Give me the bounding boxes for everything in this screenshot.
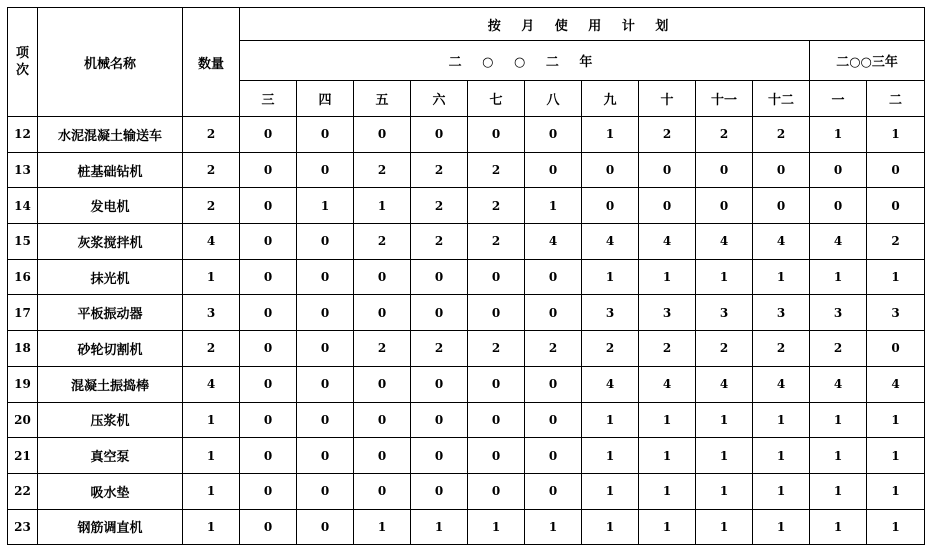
month-value-cell: 1 (696, 473, 753, 509)
month-value-cell: 2 (468, 152, 525, 188)
item-no-cell: 18 (8, 331, 38, 367)
month-value-cell: 0 (867, 188, 925, 224)
machine-name-cell: 桩基础钻机 (38, 152, 183, 188)
month-header-6: 九 (582, 81, 639, 117)
month-value-cell: 1 (525, 188, 582, 224)
month-value-cell: 0 (525, 117, 582, 153)
month-value-cell: 1 (810, 402, 867, 438)
item-no-cell: 17 (8, 295, 38, 331)
month-value-cell: 0 (525, 259, 582, 295)
month-value-cell: 1 (696, 402, 753, 438)
month-header-7: 十 (639, 81, 696, 117)
month-value-cell: 0 (297, 473, 354, 509)
month-value-cell: 4 (639, 366, 696, 402)
header-year-2002: 二 ○ ○ 二 年 (240, 41, 810, 81)
month-value-cell: 0 (240, 295, 297, 331)
month-value-cell: 1 (639, 438, 696, 474)
month-value-cell: 0 (867, 152, 925, 188)
month-value-cell: 1 (696, 438, 753, 474)
month-value-cell: 0 (240, 259, 297, 295)
table-row (8, 224, 925, 260)
month-value-cell: 1 (696, 259, 753, 295)
machine-name-cell: 抹光机 (38, 259, 183, 295)
month-value-cell: 4 (867, 366, 925, 402)
month-value-cell: 2 (525, 331, 582, 367)
month-value-cell: 0 (468, 117, 525, 153)
month-value-cell: 2 (411, 331, 468, 367)
month-value-cell: 0 (411, 438, 468, 474)
quantity-cell: 4 (183, 366, 240, 402)
quantity-cell: 1 (183, 473, 240, 509)
month-header-5: 八 (525, 81, 582, 117)
month-value-cell: 2 (354, 152, 411, 188)
month-value-cell: 0 (753, 152, 810, 188)
item-no-cell: 15 (8, 224, 38, 260)
month-value-cell: 1 (753, 259, 810, 295)
month-value-cell: 0 (240, 366, 297, 402)
table-body (8, 117, 925, 545)
month-value-cell: 0 (297, 331, 354, 367)
month-value-cell: 0 (297, 224, 354, 260)
quantity-cell: 1 (183, 509, 240, 545)
quantity-cell: 2 (183, 331, 240, 367)
month-value-cell: 4 (753, 224, 810, 260)
month-value-cell: 0 (411, 117, 468, 153)
month-value-cell: 1 (867, 438, 925, 474)
month-value-cell: 0 (525, 402, 582, 438)
month-value-cell: 1 (582, 509, 639, 545)
item-no-cell: 21 (8, 438, 38, 474)
month-value-cell: 1 (639, 402, 696, 438)
month-value-cell: 0 (525, 295, 582, 331)
month-value-cell: 1 (582, 438, 639, 474)
machine-name-cell: 钢筋调直机 (38, 509, 183, 545)
month-value-cell: 0 (354, 402, 411, 438)
month-value-cell: 1 (753, 438, 810, 474)
header-year-2003: 二○○三年 (810, 41, 925, 81)
month-value-cell: 0 (240, 473, 297, 509)
month-value-cell: 2 (582, 331, 639, 367)
month-value-cell: 0 (525, 473, 582, 509)
table-row (8, 402, 925, 438)
item-no-cell: 20 (8, 402, 38, 438)
month-value-cell: 1 (753, 402, 810, 438)
month-value-cell: 0 (468, 295, 525, 331)
month-value-cell: 0 (354, 117, 411, 153)
month-value-cell: 0 (639, 152, 696, 188)
table-row (8, 188, 925, 224)
month-header-11: 二 (867, 81, 925, 117)
month-value-cell: 0 (297, 152, 354, 188)
month-value-cell: 1 (582, 402, 639, 438)
machinery-usage-table (7, 7, 925, 545)
month-value-cell: 0 (867, 331, 925, 367)
month-value-cell: 1 (639, 509, 696, 545)
machine-name-cell: 灰浆搅拌机 (38, 224, 183, 260)
item-no-cell: 19 (8, 366, 38, 402)
month-value-cell: 1 (411, 509, 468, 545)
table-row (8, 295, 925, 331)
month-value-cell: 1 (582, 259, 639, 295)
month-value-cell: 0 (297, 259, 354, 295)
month-header-0: 三 (240, 81, 297, 117)
month-value-cell: 1 (867, 117, 925, 153)
month-value-cell: 0 (240, 224, 297, 260)
month-value-cell: 0 (468, 366, 525, 402)
month-value-cell: 2 (354, 224, 411, 260)
machine-name-cell: 水泥混凝土输送车 (38, 117, 183, 153)
machine-name-cell: 压浆机 (38, 402, 183, 438)
month-value-cell: 4 (810, 224, 867, 260)
machine-name-cell: 砂轮切割机 (38, 331, 183, 367)
month-value-cell: 3 (639, 295, 696, 331)
month-value-cell: 3 (867, 295, 925, 331)
month-value-cell: 4 (525, 224, 582, 260)
month-value-cell: 0 (525, 438, 582, 474)
month-value-cell: 3 (753, 295, 810, 331)
month-value-cell: 2 (468, 224, 525, 260)
month-value-cell: 0 (582, 152, 639, 188)
month-value-cell: 1 (354, 509, 411, 545)
table-row (8, 152, 925, 188)
month-value-cell: 0 (354, 259, 411, 295)
month-value-cell: 0 (810, 152, 867, 188)
month-value-cell: 2 (354, 331, 411, 367)
month-header-1: 四 (297, 81, 354, 117)
month-value-cell: 3 (810, 295, 867, 331)
month-value-cell: 0 (240, 117, 297, 153)
month-value-cell: 0 (696, 188, 753, 224)
month-value-cell: 3 (582, 295, 639, 331)
item-no-cell: 13 (8, 152, 38, 188)
month-value-cell: 0 (297, 366, 354, 402)
item-no-cell: 23 (8, 509, 38, 545)
month-value-cell: 0 (297, 295, 354, 331)
month-value-cell: 0 (411, 295, 468, 331)
month-header-3: 六 (411, 81, 468, 117)
quantity-cell: 2 (183, 188, 240, 224)
month-value-cell: 1 (582, 473, 639, 509)
month-value-cell: 0 (240, 402, 297, 438)
month-value-cell: 0 (582, 188, 639, 224)
table-row (8, 509, 925, 545)
month-value-cell: 0 (240, 438, 297, 474)
month-value-cell: 4 (810, 366, 867, 402)
header-machine-name: 机械名称 (38, 8, 183, 117)
month-value-cell: 1 (354, 188, 411, 224)
month-value-cell: 0 (411, 366, 468, 402)
month-value-cell: 2 (411, 188, 468, 224)
month-value-cell: 0 (411, 402, 468, 438)
month-value-cell: 4 (582, 224, 639, 260)
month-value-cell: 1 (753, 509, 810, 545)
month-header-10: 一 (810, 81, 867, 117)
month-value-cell: 1 (867, 259, 925, 295)
month-value-cell: 2 (468, 331, 525, 367)
table-row (8, 473, 925, 509)
month-value-cell: 0 (753, 188, 810, 224)
month-value-cell: 0 (525, 366, 582, 402)
machine-name-cell: 真空泵 (38, 438, 183, 474)
month-value-cell: 4 (753, 366, 810, 402)
quantity-cell: 2 (183, 152, 240, 188)
table-row (8, 117, 925, 153)
month-value-cell: 2 (696, 117, 753, 153)
header-quantity: 数量 (183, 8, 240, 117)
table-row (8, 259, 925, 295)
month-value-cell: 2 (411, 152, 468, 188)
table-header (8, 8, 925, 117)
machine-name-cell: 吸水垫 (38, 473, 183, 509)
month-value-cell: 2 (867, 224, 925, 260)
quantity-cell: 2 (183, 117, 240, 153)
month-value-cell: 1 (810, 117, 867, 153)
month-value-cell: 1 (810, 259, 867, 295)
month-value-cell: 1 (810, 473, 867, 509)
month-header-2: 五 (354, 81, 411, 117)
month-value-cell: 0 (354, 438, 411, 474)
month-value-cell: 1 (639, 259, 696, 295)
item-no-cell: 14 (8, 188, 38, 224)
table-row (8, 438, 925, 474)
month-value-cell: 1 (810, 509, 867, 545)
quantity-cell: 1 (183, 438, 240, 474)
month-value-cell: 1 (867, 509, 925, 545)
month-value-cell: 2 (468, 188, 525, 224)
machine-name-cell: 平板振动器 (38, 295, 183, 331)
month-value-cell: 0 (240, 152, 297, 188)
month-value-cell: 1 (525, 509, 582, 545)
item-no-cell: 22 (8, 473, 38, 509)
month-value-cell: 1 (867, 402, 925, 438)
month-value-cell: 4 (582, 366, 639, 402)
month-value-cell: 0 (240, 509, 297, 545)
month-value-cell: 2 (753, 331, 810, 367)
quantity-cell: 3 (183, 295, 240, 331)
month-value-cell: 1 (867, 473, 925, 509)
quantity-cell: 1 (183, 259, 240, 295)
month-value-cell: 0 (639, 188, 696, 224)
month-value-cell: 2 (753, 117, 810, 153)
month-value-cell: 4 (639, 224, 696, 260)
quantity-cell: 4 (183, 224, 240, 260)
month-value-cell: 0 (468, 438, 525, 474)
month-value-cell: 0 (411, 259, 468, 295)
month-value-cell: 0 (411, 473, 468, 509)
month-value-cell: 2 (810, 331, 867, 367)
month-value-cell: 0 (297, 402, 354, 438)
month-value-cell: 1 (810, 438, 867, 474)
month-value-cell: 3 (696, 295, 753, 331)
month-value-cell: 2 (639, 117, 696, 153)
month-value-cell: 1 (639, 473, 696, 509)
month-value-cell: 0 (240, 188, 297, 224)
month-value-cell: 0 (696, 152, 753, 188)
table-row (8, 331, 925, 367)
month-value-cell: 0 (810, 188, 867, 224)
month-value-cell: 0 (297, 509, 354, 545)
month-value-cell: 1 (468, 509, 525, 545)
machine-name-cell: 混凝土振捣棒 (38, 366, 183, 402)
month-value-cell: 0 (354, 366, 411, 402)
month-value-cell: 1 (753, 473, 810, 509)
month-value-cell: 0 (297, 117, 354, 153)
machine-name-cell: 发电机 (38, 188, 183, 224)
month-value-cell: 0 (525, 152, 582, 188)
month-value-cell: 2 (639, 331, 696, 367)
item-no-cell: 12 (8, 117, 38, 153)
month-value-cell: 1 (582, 117, 639, 153)
month-value-cell: 1 (297, 188, 354, 224)
month-value-cell: 0 (354, 473, 411, 509)
month-value-cell: 1 (696, 509, 753, 545)
table-row (8, 366, 925, 402)
month-value-cell: 0 (468, 473, 525, 509)
header-monthly-plan: 按 月 使 用 计 划 (240, 8, 925, 41)
month-header-9: 十二 (753, 81, 810, 117)
month-value-cell: 2 (696, 331, 753, 367)
month-header-4: 七 (468, 81, 525, 117)
month-header-8: 十一 (696, 81, 753, 117)
quantity-cell: 1 (183, 402, 240, 438)
item-no-cell: 16 (8, 259, 38, 295)
header-item-no: 项次 (8, 8, 38, 117)
month-value-cell: 0 (297, 438, 354, 474)
month-value-cell: 2 (411, 224, 468, 260)
month-value-cell: 4 (696, 366, 753, 402)
month-value-cell: 4 (696, 224, 753, 260)
month-value-cell: 0 (468, 259, 525, 295)
month-value-cell: 0 (240, 331, 297, 367)
month-value-cell: 0 (468, 402, 525, 438)
month-value-cell: 0 (354, 295, 411, 331)
